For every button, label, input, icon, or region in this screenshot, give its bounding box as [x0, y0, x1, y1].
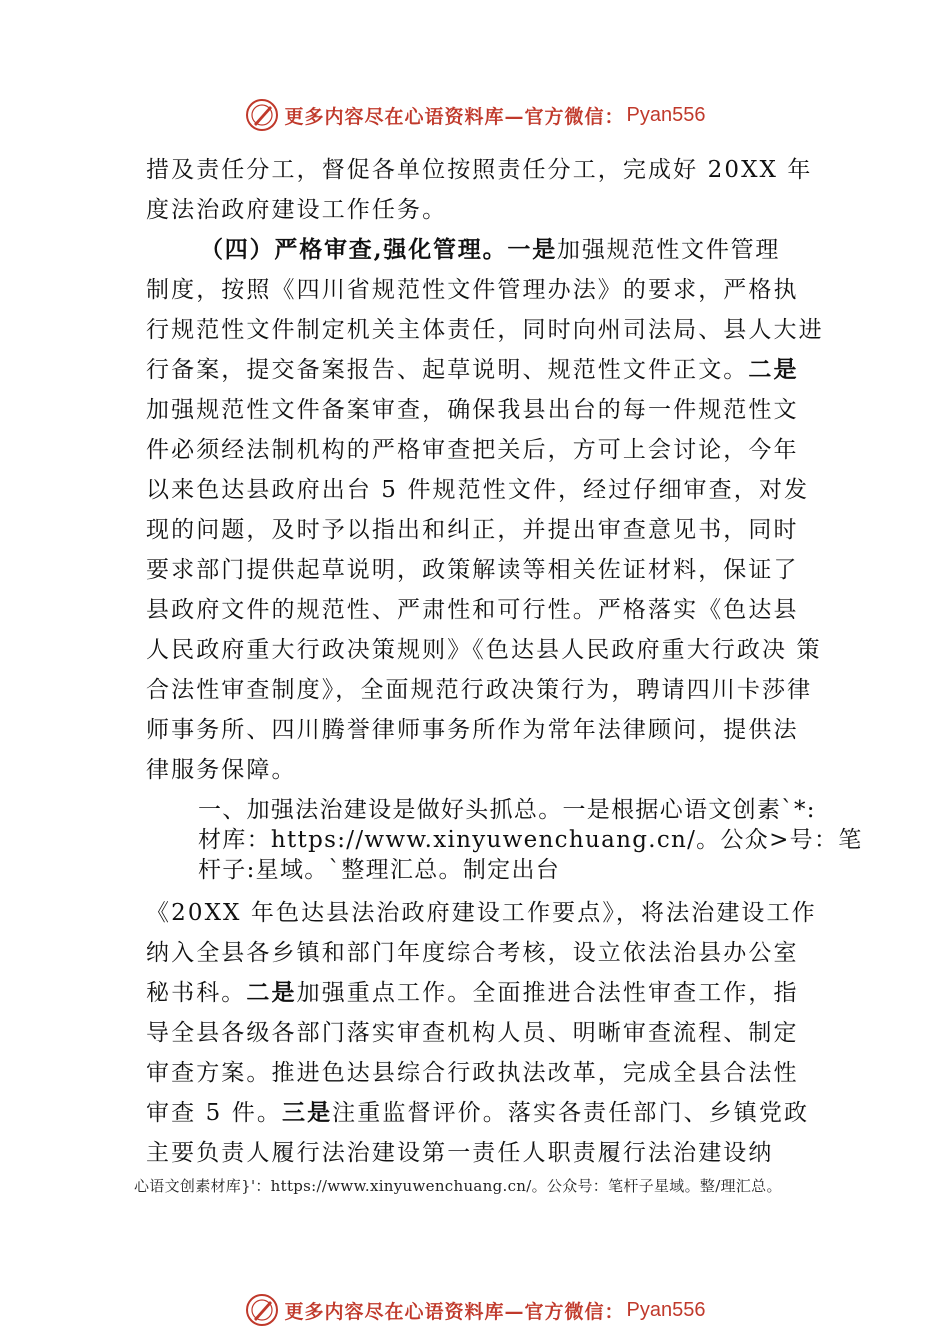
ordinal-marker: 三是: [281, 1099, 333, 1126]
paragraph-line: [146, 1093, 810, 1133]
quill-seal-icon: [245, 1293, 279, 1327]
paragraph-line: 杆子:星域。`整理汇总。制定出台: [198, 857, 561, 883]
paragraph-line: 措及责任分工，督促各单位按照责任分工，完成好 20XX 年: [146, 157, 813, 183]
paragraph-text: 加强规范性文件管理: [557, 237, 781, 263]
paragraph-text: 加强重点工作。全面推进合法性审查工作，指: [296, 980, 799, 1006]
paragraph-line: [146, 350, 810, 390]
paragraph-line: 要求部门提供起草说明，政策解读等相关佐证材料，保证了: [146, 557, 799, 583]
paragraph-text: 注重监督评价。落实各责任部门、乡镇党政: [332, 1100, 810, 1126]
ordinal-marker: 二是: [246, 979, 297, 1006]
paragraph-line: [146, 973, 810, 1013]
paragraph-line: 人民政府重大行政决策规则》《色达县人民政府重大行政决 策: [146, 637, 822, 663]
paragraph-line: 加强规范性文件备案审查，确保我县出台的每一件规范性文: [146, 397, 799, 423]
paragraph-line: 制度，按照《四川省规范性文件管理办法》的要求，严格执: [146, 277, 799, 303]
watermark-text: 更多内容尽在心语资料库—官方微信：: [284, 105, 625, 128]
paragraph-line: 件必须经法制机构的严格审查把关后，方可上会讨论，今年: [146, 437, 799, 463]
paragraph-line: 纳入全县各乡镇和部门年度综合考核，设立依法治县办公室: [146, 940, 799, 966]
paragraph-line: 县政府文件的规范性、严肃性和可行性。严格落实《色达县: [146, 597, 799, 623]
watermark-wechat-id: Pyan556: [626, 103, 706, 126]
watermark-text: 更多内容尽在心语资料库—官方微信：: [284, 1300, 625, 1323]
ordinal-marker: 二是: [748, 356, 799, 383]
ordinal-marker: 一是: [507, 236, 558, 263]
paragraph-line: 审查方案。推进色达县综合行政执法改革，完成全县合法性: [146, 1060, 799, 1086]
paragraph-line: 导全县各级各部门落实审查机构人员、明晰审查流程、制定: [146, 1020, 799, 1046]
paragraph-line: 材库：https://www.xinyuwenchuang.cn/。公众>号：笔: [198, 827, 863, 853]
paragraph-text: 秘书科。: [146, 980, 247, 1006]
section-heading: （四）严格审查,强化管理。: [200, 236, 508, 263]
quill-seal-icon: [245, 98, 279, 132]
header-watermark: [0, 93, 950, 137]
paragraph-line: 现的问题，及时予以指出和纠正，并提出审查意见书，同时: [146, 517, 799, 543]
section-heading-line: [200, 230, 864, 270]
paragraph-text: 行备案，提交备案报告、起草说明、规范性文件正文。: [146, 357, 749, 383]
paragraph-line: 一、加强法治建设是做好头抓总。一是根据心语文创素`*:: [198, 797, 816, 823]
paragraph-line: 合法性审查制度》，全面规范行政决策行为，聘请四川卡莎律: [146, 677, 813, 703]
paragraph-line: 律服务保障。: [146, 757, 297, 783]
paragraph-line: 师事务所、四川腾誉律师事务所作为常年法律顾问，提供法: [146, 717, 799, 743]
watermark-wechat-id: Pyan556: [626, 1298, 706, 1321]
paragraph-line: 主要负责人履行法治建设第一责任人职责履行法治建设纳: [146, 1140, 774, 1166]
footer-watermark: [0, 1288, 950, 1332]
paragraph-text: 审查 5 件。: [146, 1100, 282, 1126]
footnote: 心语文创素材库}'：https://www.xinyuwenchuang.cn/。公众号：笔杆子星域。整/理汇总。: [134, 1177, 782, 1195]
paragraph-line: 《20XX 年色达县法治政府建设工作要点》，将法治建设工作: [146, 900, 817, 926]
paragraph-line: 度法治政府建设工作任务。: [146, 197, 448, 223]
paragraph-line: 行规范性文件制定机关主体责任，同时向州司法局、县人大进: [146, 317, 824, 343]
paragraph-line: 以来色达县政府出台 5 件规范性文件，经过仔细审查，对发: [146, 477, 810, 503]
